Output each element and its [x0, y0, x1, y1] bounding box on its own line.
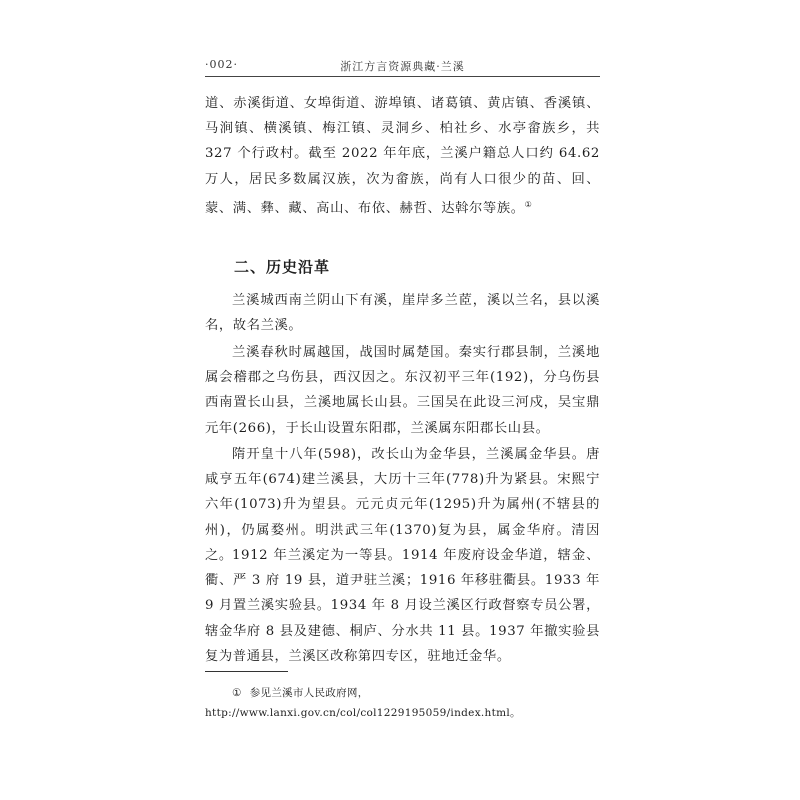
footnote-marker: ①	[232, 687, 242, 699]
footnote-text: 参见兰溪市人民政府网，http://www.lanxi.gov.cn/col/col1229195059/index.html。	[205, 687, 521, 719]
paragraph-sui-to-qing: 隋开皇十八年(598)，改长山为金华县，兰溪属金华县。唐咸亨五年(674)建兰溪县，大历十三年(778)升为紧县。宋熙宁六年(1073)升为望县。元元贞元年(1295)升为属州(不辖县的州)，仍属婺州。明洪武三年(1370)复为县，属金华府。清因之。	[205, 447, 600, 563]
intro-text: 道、赤溪街道、女埠街道、游埠镇、诸葛镇、黄店镇、香溪镇、马涧镇、横溪镇、梅江镇、灵洞乡、柏社乡、水亭畲族乡，共 327 个行政村。截至 2022 年年底，兰溪户籍总人口约 64.62 万人，居民多数属汉族，次为畲族，尚有人口很少的苗、回、蒙、满、彝、藏、高山、布依、赫哲、达斡尔等族。	[205, 96, 600, 216]
page-number: ·002·	[205, 58, 238, 71]
paragraph-early-history: 兰溪春秋时属越国，战国时属楚国。秦实行郡县制，兰溪地属会稽郡之乌伤县，西汉因之。东汉初平三年(192)，分乌伤县西南置长山县，兰溪地属长山县。三国吴在此设三河戍，吴宝鼎元年(266)，于长山设置东阳郡，兰溪属东阳郡长山县。	[205, 345, 600, 436]
header-rule	[205, 76, 600, 77]
paragraph-republic-era: 1912 年兰溪定为一等县。1914 年废府设金华道，辖金、衢、严 3 府 19 县，道尹驻兰溪；1916 年移驻衢县。1933 年 9 月置兰溪实验县。1934 年 8 月设兰溪区行政督察专员公署，辖金华府 8 县及建德、桐庐、分水共 11 县。1937 年撤实验县复为普通县，兰溪区改称第四专区，驻地迁金华。	[205, 548, 600, 664]
footnote-reference[interactable]: ①	[524, 199, 533, 209]
footnote	[205, 683, 600, 723]
running-header	[205, 58, 600, 74]
book-title: 浙江方言资源典藏·兰溪	[340, 60, 465, 73]
footnote-rule	[205, 671, 288, 672]
section-heading: 二、历史沿革	[234, 258, 331, 276]
paragraph-origin-of-name: 兰溪城西南兰阴山下有溪，崖岸多兰茝，溪以兰名，县以溪名，故名兰溪。	[205, 293, 600, 334]
intro-paragraph	[205, 91, 600, 221]
